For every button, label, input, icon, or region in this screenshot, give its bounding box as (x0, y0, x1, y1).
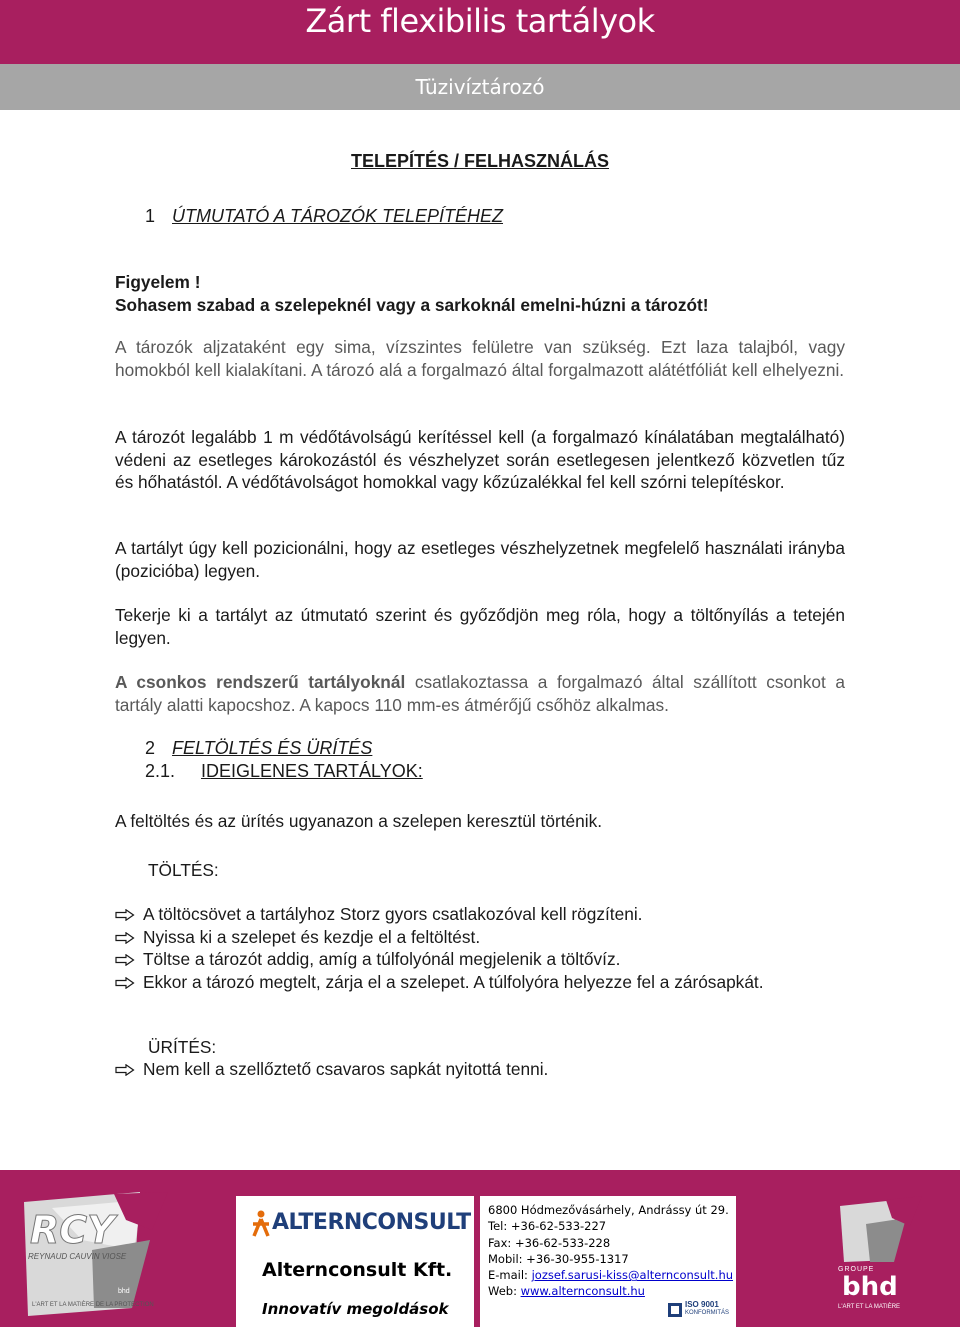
main-heading: TELEPÍTÉS / FELHASZNÁLÁS (350, 151, 609, 171)
rcy-logo-subtext: REYNAUD CAUVIN VIOSE (28, 1252, 127, 1261)
subsection-title: IDEIGLENES TARTÁLYOK: (201, 761, 423, 781)
paragraph-unroll: Tekerje ki a tartályt az útmutató szerint és győződjön meg róla, hogy a töltőnyílás a tetején legyen. (115, 605, 845, 648)
alternconsult-logo (250, 1208, 470, 1238)
fax: Fax: +36-62-533-228 (488, 1235, 611, 1250)
connector-bold-text: A csonkos rendszerű tartályoknál (115, 672, 406, 692)
paragraph-connector (115, 671, 845, 716)
section-2-title: FELTÖLTÉS ÉS ÜRÍTÉS (172, 738, 373, 758)
paragraph-fence: A tározót legalább 1 m védőtávolságú kerítéssel kell (a forgalmazó kínálatában megtalálható) védeni az esetleges károkozástól és vészhelyzet során esetlegesen jelentkező közvetlen tűz és hőhatástól. A védőtávolságot homokkal vagy kőzúzalékkal fel kell szórni telepítéskor. (115, 427, 845, 492)
bhd-logo-text: bhd (842, 1272, 898, 1302)
step-text: Nyissa ki a szelepet és kezdje el a feltöltést. (143, 926, 481, 947)
bhd-logo (836, 1196, 926, 1316)
rcy-logo (22, 1190, 170, 1320)
company-slogan: Innovatív megoldások (262, 1300, 449, 1318)
fill-empty-intro: A feltöltés és az ürítés ugyanazon a szelepen keresztül történik. (115, 811, 603, 831)
mobile: Mobil: +36-30-955-1317 (488, 1251, 629, 1266)
alternconsult-panel (236, 1196, 474, 1327)
arrow-bullet-icon (115, 977, 135, 989)
email-link[interactable]: jozsef.sarusi-kiss@alternconsult.hu (531, 1268, 734, 1283)
iso-badge (668, 1300, 730, 1322)
arrow-bullet-icon (115, 954, 135, 966)
rcy-logo-tagline: L'ART ET LA MATIÈRE DE LA PROTECTION (32, 1302, 154, 1308)
rcy-bhd-mini: bhd (118, 1288, 130, 1295)
step-text: Ekkor a tározó megtelt, zárja el a szelepet. A túlfolyóra helyezze fel a zárósapkát. (143, 971, 764, 992)
bhd-logo-graphic (836, 1196, 926, 1266)
rcy-logo-text: RCY (30, 1208, 115, 1252)
section-1-number: 1 (145, 206, 156, 226)
document-subtitle: Tüzivíztározó (415, 75, 545, 99)
company-name: Alternconsult Kft. (262, 1259, 453, 1281)
web-label: Web: (488, 1284, 521, 1299)
bhd-tagline: L'ART ET LA MATIÈRE (838, 1304, 901, 1310)
step-text: Töltse a tározót addig, amíg a túlfolyónál megjelenik a töltővíz. (143, 949, 621, 969)
contact-details (488, 1202, 733, 1300)
section-1-title: ÚTMUTATÓ A TÁROZÓK TELEPÍTÉHEZ (172, 206, 504, 226)
filling-label: TÖLTÉS: (148, 860, 219, 880)
web-link[interactable]: www.alternconsult.hu (520, 1284, 645, 1299)
email-label: E-mail: (488, 1268, 532, 1283)
phone: Tel: +36-62-533-227 (488, 1219, 607, 1234)
emptying-label: ÜRÍTÉS: (148, 1037, 217, 1057)
bhd-groupe-label: GROUPE (838, 1266, 875, 1273)
iso-icon (668, 1303, 682, 1317)
arrow-bullet-icon (115, 1064, 135, 1076)
step-text: A töltöcsövet a tartályhoz Storz gyors csatlakozóval kell rögzíteni. (143, 904, 643, 924)
email-line (488, 1267, 733, 1283)
address: 6800 Hódmezővásárhely, Andrássy út 29. (488, 1203, 729, 1217)
warning-label: Figyelem ! (115, 272, 201, 292)
section-2-number: 2 (145, 738, 156, 758)
step-text: Nem kell a szellőztető csavaros sapkát nyitottá tenni. (143, 1059, 549, 1079)
arrow-bullet-icon (115, 932, 135, 944)
person-icon (250, 1210, 272, 1238)
web-line (488, 1283, 733, 1299)
contact-panel (480, 1196, 736, 1327)
warning-text: Sohasem szabad a szelepeknél vagy a sarkoknál emelni-húzni a tározót! (115, 295, 709, 315)
paragraph-position: A tartályt úgy kell pozicionálni, hogy az esetleges vészhelyzetnek megfelelő használati irányba (pozicióba) legyen. (115, 538, 845, 581)
document-title: Zárt flexibilis tartályok (305, 2, 655, 40)
connector-text: csatlakoztassa a forgalmazó által szállított csonkot a tartály alatti kapocshoz. A kapocs 110 mm-es átmérőjű csőhöz alkalmas. (115, 672, 845, 715)
subsection-number: 2.1. (145, 761, 176, 781)
iso-text: ISO 9001 (685, 1300, 719, 1309)
arrow-bullet-icon (115, 909, 135, 921)
paragraph-foundation: A tározók aljzataként egy sima, vízszintes felületre van szükség. Ezt laza talajból, vagy homokból kell kialakítani. A tározó alá a forgalmazó által forgalmazott alátétfóliát kell elhelyezni. (115, 337, 845, 380)
iso-subtext: KONFORMITÁS (685, 1310, 730, 1316)
alternconsult-logo-text: ALTERNCONSULT (272, 1210, 471, 1235)
